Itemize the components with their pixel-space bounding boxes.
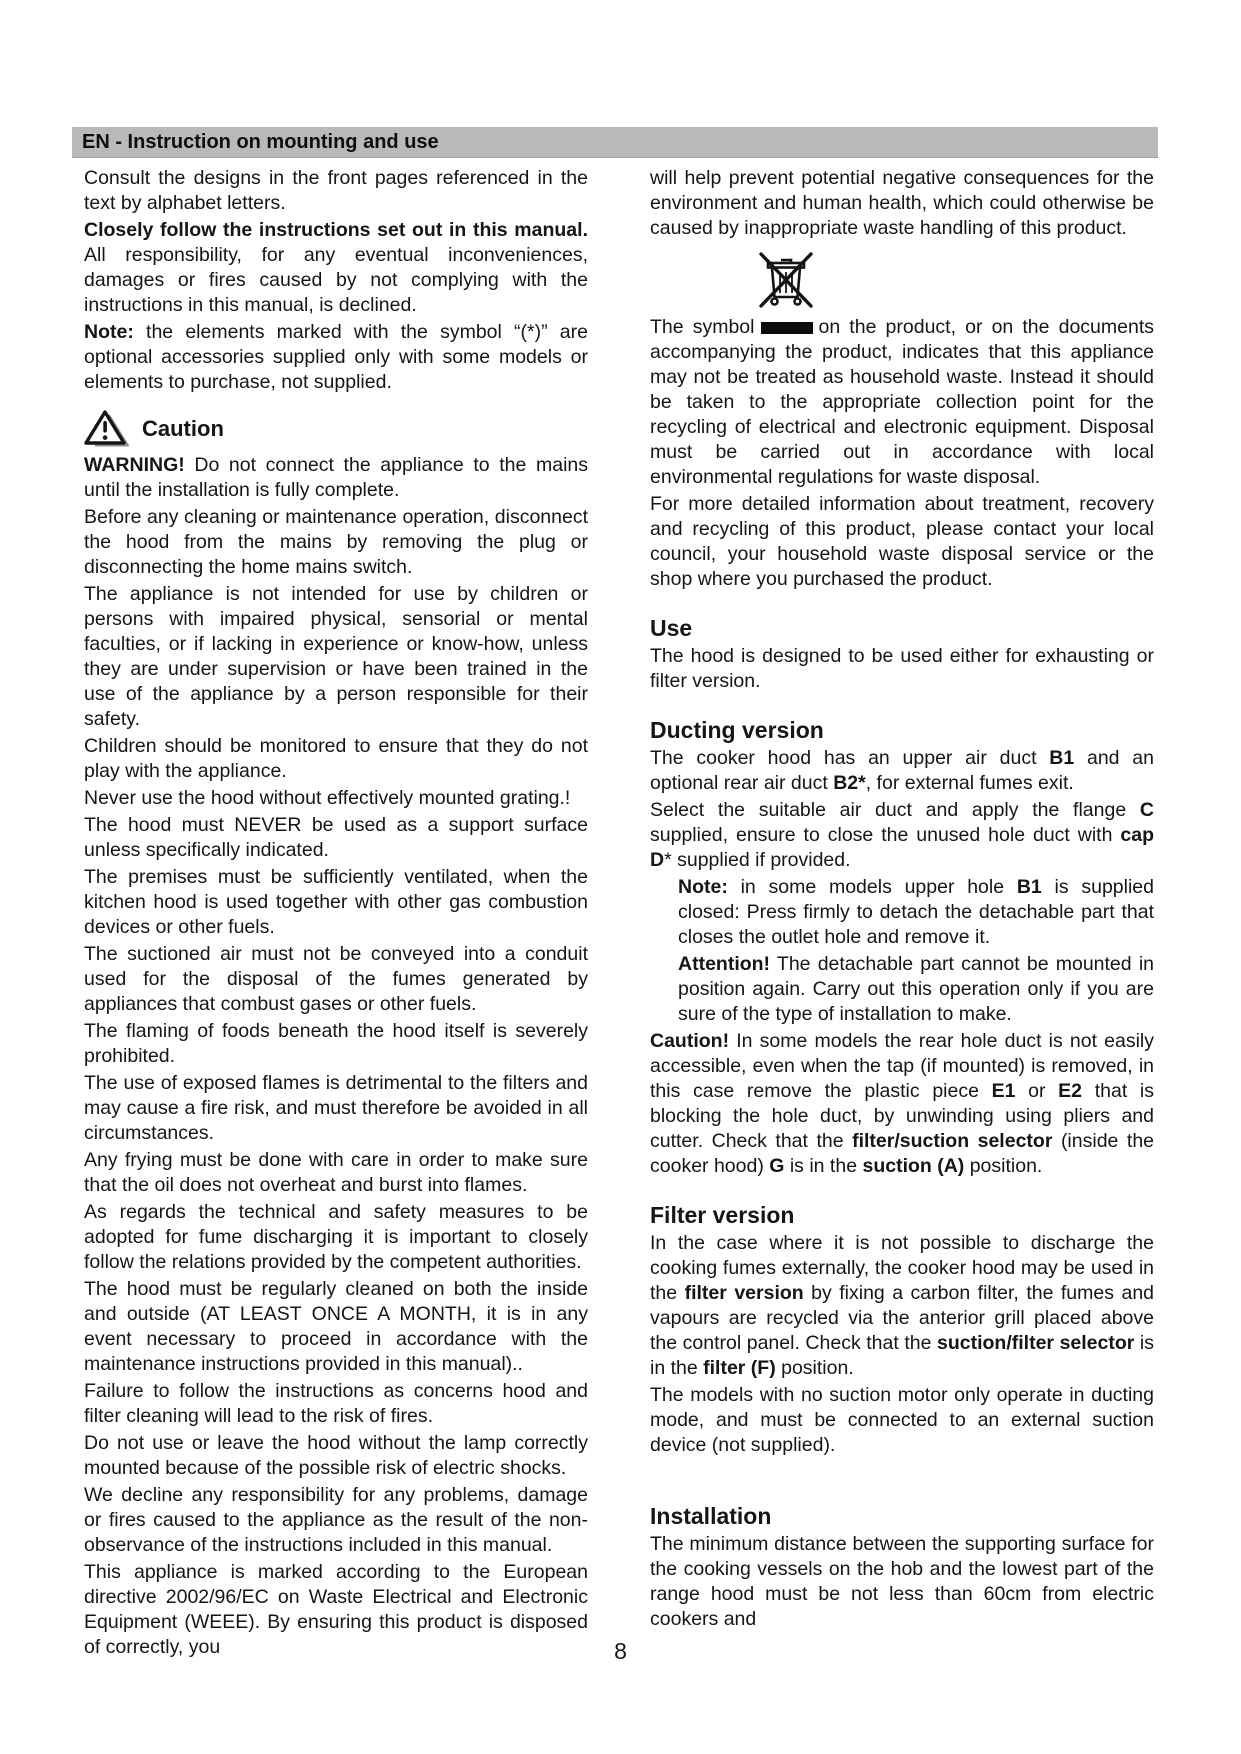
text-run: and an optional rear air duct — [650, 747, 1155, 794]
text-run: Note: — [84, 321, 134, 343]
text-run: Note: — [678, 876, 728, 898]
text-run: on the product, or on the documents accompanying the product, indicates that this appliance may not be treated as household waste. Instead it should be taken to the appropriate collection point for the recycling of electrical and electronic equipment. Disposal must be carried out in accordance with local environmental regulations for waste disposal. — [650, 316, 1154, 488]
paragraph — [84, 734, 588, 784]
paragraph — [84, 1379, 588, 1429]
text-run: filter version — [684, 1282, 804, 1304]
paragraph — [84, 320, 588, 395]
text-run: In the case where it is not possible to discharge the cooking fumes externally, the cooker hood may be used in the — [650, 1232, 1154, 1304]
text-run: The premises must be sufficiently ventilated, when the kitchen hood is used together with other gas combustion devices or other fuels. — [84, 866, 588, 938]
text-run: Never use the hood without effectively mounted grating.! — [84, 787, 571, 809]
text-run: is supplied closed: Press firmly to detach the detachable part that closes the outlet hole and remove it. — [678, 876, 1154, 948]
paragraph — [84, 1148, 588, 1198]
section-heading-installation: Installation — [650, 1503, 772, 1529]
text-run: We decline any responsibility for any problems, damage or fires caused to the appliance as the result of the non-observance of the instructions included in this manual. — [84, 1484, 588, 1556]
paragraph — [84, 865, 588, 940]
paragraph — [650, 315, 1154, 490]
left-column — [84, 166, 588, 1662]
text-run: Do not use or leave the hood without the lamp correctly mounted because of the possible risk of electric shocks. — [84, 1432, 588, 1479]
paragraph — [84, 582, 588, 732]
text-run: by fixing a carbon filter, the fumes and vapours are recycled via the anterior grill placed above the control panel. Check that the — [650, 1282, 1155, 1354]
text-run: The symbol — [650, 316, 755, 338]
text-run: The appliance is not intended for use by children or persons with impaired physical, sensorial or mental faculties, or if lacking in experience or know-how, unless they are under supervision or have been trained in the use of the appliance by a person responsible for their safety. — [84, 583, 588, 730]
weee-black-bar-icon — [761, 322, 813, 334]
text-run: is in the — [650, 1332, 1154, 1379]
paragraph — [84, 1019, 588, 1069]
paragraph — [84, 453, 588, 503]
section-heading-use: Use — [650, 615, 693, 641]
paragraph — [84, 1200, 588, 1275]
text-run: suction/filter selector — [937, 1332, 1135, 1354]
paragraph — [84, 505, 588, 580]
text-run: The hood must NEVER be used as a support surface unless specifically indicated. — [84, 814, 588, 861]
text-run: suction (A) — [862, 1155, 965, 1177]
paragraph — [84, 166, 588, 216]
attention-paragraph — [650, 952, 1154, 1027]
paragraph — [84, 1071, 588, 1146]
text-run: The cooker hood has an upper air duct — [650, 747, 1050, 769]
text-run: filter/suction selector — [852, 1130, 1053, 1152]
paragraph — [650, 1383, 1154, 1458]
text-run: The hood is designed to be used either for exhausting or filter version. — [650, 645, 1154, 692]
section-heading-ducting-version: Ducting version — [650, 717, 824, 743]
paragraph — [650, 1532, 1154, 1632]
text-run: The detachable part cannot be mounted in position again. Carry out this operation only if you are sure of the type of installation to make. — [678, 953, 1154, 1025]
paragraph — [84, 786, 588, 811]
text-run: * supplied if provided. — [664, 849, 851, 871]
text-run: (inside the cooker hood) — [650, 1130, 1155, 1177]
text-run: , for external fumes exit. — [865, 772, 1074, 794]
paragraph — [84, 1277, 588, 1377]
text-run: Select the suitable air duct and apply the flange — [650, 799, 1140, 821]
section-heading-filter-version: Filter version — [650, 1202, 795, 1228]
text-run: cap D — [650, 824, 1154, 871]
text-run: The models with no suction motor only operate in ducting mode, and must be connected to an external suction device (not supplied). — [650, 1384, 1154, 1456]
right-column — [650, 166, 1154, 1662]
text-run: that is blocking the hole duct, by unwinding using pliers and cutter. Check that the — [650, 1080, 1154, 1152]
text-run: As regards the technical and safety measures to be adopted for fume discharging it is important to closely follow the relations provided by the competent authorities. — [84, 1201, 588, 1273]
text-run: will help prevent potential negative consequences for the environment and human health, which could otherwise be caused by inappropriate waste handling of this product. — [650, 167, 1154, 239]
paragraph — [84, 1431, 588, 1481]
paragraph — [650, 492, 1154, 592]
text-run: The hood must be regularly cleaned on both the inside and outside (AT LEAST ONCE A MONTH, it is in any event necessary to proceed in accordance with the maintenance instructions provided in this manual).. — [84, 1278, 588, 1375]
text-run: All responsibility, for any eventual inconveniences, damages or fires caused by not complying with the instructions in this manual, is declined. — [84, 244, 588, 316]
weee-crossed-out-wheeled-bin-icon — [754, 251, 818, 309]
caution-paragraph — [650, 1029, 1154, 1179]
paragraph — [84, 942, 588, 1017]
page-title: EN - Instruction on mounting and use — [82, 131, 439, 153]
text-run: B1 — [1049, 747, 1075, 769]
text-run: Do not connect the appliance to the mains until the installation is fully complete. — [84, 454, 588, 501]
text-run: G — [769, 1155, 785, 1177]
section-header-bar — [72, 127, 1158, 158]
text-run: in some models upper hole — [727, 876, 1017, 898]
text-run: The flaming of foods beneath the hood itself is severely prohibited. — [84, 1020, 588, 1067]
text-run: For more detailed information about treatment, recovery and recycling of this product, please contact your local council, your household waste disposal service or the shop where you purchased the product. — [650, 493, 1154, 590]
text-run: filter (F) — [703, 1357, 776, 1379]
caution-title: Caution — [142, 415, 224, 441]
caution-heading — [84, 409, 588, 447]
text-run: WARNING! — [84, 454, 185, 476]
text-run: B2* — [833, 772, 866, 794]
text-run: Consult the designs in the front pages referenced in the text by alphabet letters. — [84, 167, 588, 214]
two-column-layout — [84, 166, 1154, 1662]
page-number: 8 — [614, 1638, 627, 1664]
text-run: or — [1015, 1080, 1059, 1102]
text-run: is in the — [784, 1155, 863, 1177]
text-run: the elements marked with the symbol “(*)” are optional accessories supplied only with some models or elements to purchase, not supplied. — [84, 321, 588, 393]
text-run: Failure to follow the instructions as concerns hood and filter cleaning will lead to the risk of fires. — [84, 1380, 588, 1427]
text-run: position. — [964, 1155, 1043, 1177]
paragraph — [84, 218, 588, 318]
text-run: This appliance is marked according to the European directive 2002/96/EC on Waste Electrical and Electronic Equipment (WEEE). By ensuring this product is disposed of correctly, you — [84, 1561, 588, 1658]
paragraph — [84, 1483, 588, 1558]
weee-icon-block — [754, 251, 1154, 309]
text-run: Any frying must be done with care in order to make sure that the oil does not overheat and burst into flames. — [84, 1149, 588, 1196]
paragraph — [650, 644, 1154, 694]
text-run: B1 — [1016, 876, 1042, 898]
text-run: Attention! — [678, 953, 771, 975]
text-run: E2 — [1058, 1080, 1083, 1102]
paragraph — [650, 746, 1154, 796]
warning-triangle-icon — [84, 409, 130, 447]
text-run: Closely follow the instructions set out in this manual. — [84, 219, 588, 241]
text-run: The use of exposed flames is detrimental to the filters and may cause a fire risk, and must therefore be avoided in all circumstances. — [84, 1072, 588, 1144]
paragraph — [650, 1231, 1154, 1381]
text-run: In some models the rear hole duct is not easily accessible, even when the tap (if mounted) is removed, in this case remove the plastic piece — [650, 1030, 1154, 1102]
text-run: Children should be monitored to ensure that they do not play with the appliance. — [84, 735, 588, 782]
paragraph — [84, 813, 588, 863]
text-run: position. — [775, 1357, 854, 1379]
text-run: The suctioned air must not be conveyed into a conduit used for the disposal of the fumes generated by appliances that combust gases or other fuels. — [84, 943, 588, 1015]
text-run: The minimum distance between the supporting surface for the cooking vessels on the hob and the lowest part of the range hood must be not less than 60cm from electric cookers and — [650, 1533, 1154, 1630]
paragraph — [650, 798, 1154, 873]
text-run: E1 — [991, 1080, 1016, 1102]
note-paragraph — [650, 875, 1154, 950]
text-run: Before any cleaning or maintenance operation, disconnect the hood from the mains by removing the plug or disconnecting the home mains switch. — [84, 506, 588, 578]
text-run: Caution! — [650, 1030, 730, 1052]
text-run: C — [1139, 799, 1154, 821]
paragraph — [650, 166, 1154, 241]
text-run: supplied, ensure to close the unused hole duct with — [650, 824, 1121, 846]
